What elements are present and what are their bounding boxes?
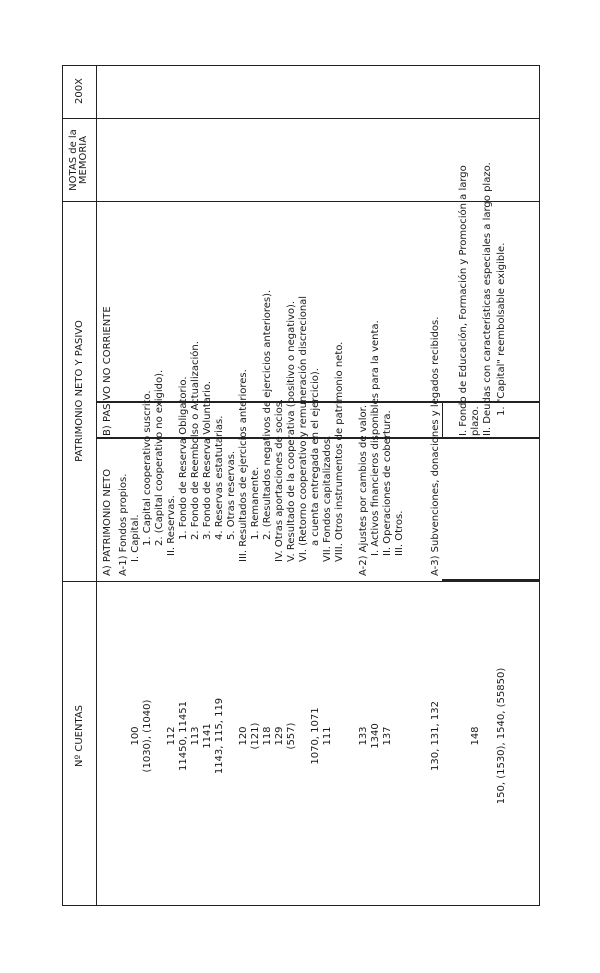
item-line: plazo. — [470, 406, 481, 436]
header-cuentas: Nº CUENTAS — [74, 705, 85, 767]
item-line: 3. Fondo de Reserva Voluntario. — [202, 381, 213, 540]
header-divider — [96, 65, 97, 906]
account-code: 100 — [130, 726, 141, 746]
item-capital: I. Capital. — [130, 514, 141, 562]
balance-sheet-table — [62, 65, 540, 906]
account-code: 1143, 115, 119 — [214, 697, 225, 775]
header-concept: PATRIMONIO NETO Y PASIVO — [74, 320, 85, 462]
table-border-left — [62, 905, 540, 906]
account-code: 118 — [262, 726, 273, 746]
account-code: 113 — [190, 726, 201, 746]
account-code: 150, (1530), 1540, (55850) — [496, 667, 507, 805]
account-code: (1030), (1040) — [142, 699, 153, 773]
col-divider-notes — [62, 118, 540, 119]
cell-rule — [442, 401, 443, 439]
header-notes-1: NOTAS de la — [68, 129, 79, 191]
item-line: 2. Fondo de Reembolso o Actualización. — [190, 341, 201, 540]
item-line: 2. (Capital cooperativo no exigido). — [154, 369, 165, 546]
item-line: VI. (Retorno cooperativo y remuneración discrecional — [298, 295, 309, 562]
section-patrimonio-neto: A) PATRIMONIO NETO — [102, 468, 113, 576]
item-line: 1. Remanente. — [250, 466, 261, 540]
item-ajustes: A-2) Ajustes por cambios de valor. — [358, 404, 369, 576]
item-line: a cuenta entregada en el ejercicio). — [310, 368, 321, 546]
account-code: 111 — [322, 726, 333, 746]
item-line: IV. Otras aportaciones de socios. — [274, 398, 285, 562]
account-code: 11450, 11451 — [178, 701, 189, 771]
header-notes-2: MEMORIA — [78, 135, 89, 185]
item-line: V. Resultado de la cooperativa (positivo o negativo). — [286, 300, 297, 562]
item-line: 4. Reservas estatutarias. — [214, 415, 225, 540]
item-line: I. Activos financieros disponibles para la venta. — [370, 320, 381, 556]
item-line: 5. Otras reservas. — [226, 450, 237, 540]
item-line: II. Deudas con características especiales a largo plazo. — [482, 162, 493, 436]
account-code: 1141 — [202, 723, 213, 749]
item-line: II. Operaciones de cobertura. — [382, 410, 393, 556]
account-code: 112 — [166, 726, 177, 746]
item-line: 2. (Resultados negativos de ejercicios anteriores). — [262, 289, 273, 540]
account-code: 129 — [274, 726, 285, 746]
account-code: (121) — [250, 722, 261, 750]
account-code: 148 — [470, 726, 481, 746]
account-code: 133 — [358, 726, 369, 746]
item-line: 1. Capital cooperativo suscrito. — [142, 390, 153, 546]
account-code: 137 — [382, 726, 393, 746]
col-divider-heavy — [442, 579, 540, 581]
header-year-current: 200X — [74, 78, 85, 104]
col-divider-accounts — [62, 581, 540, 582]
table-border-bottom — [539, 65, 540, 906]
item-subvenciones: A-3) Subvenciones, donaciones y legados recibidos. — [430, 316, 441, 576]
item-line: 1. Fondo de Reserva Obligatorio. — [178, 376, 189, 540]
account-code: 130, 131, 132 — [430, 701, 441, 771]
account-code: 1070, 1071 — [310, 707, 321, 765]
table-border-right — [62, 65, 540, 66]
item-line: VIII. Otros instrumentos de patrimonio neto. — [334, 341, 345, 562]
item-line: I. Fondo de Educación, Formación y Promoción a largo — [458, 165, 469, 436]
item-line: 1. "Capital" reembolsable exigible. — [496, 242, 507, 416]
account-code: 1340 — [370, 723, 381, 749]
account-code: 120 — [238, 726, 249, 746]
item-line: VII. Fondos capitalizados. — [322, 435, 333, 562]
item-line: III. Otros. — [394, 510, 405, 556]
section-pasivo-no-corriente: B) PASIVO NO CORRIENTE — [102, 306, 113, 436]
item-fondos-propios: A-1) Fondos propios. — [118, 473, 129, 576]
account-code: (557) — [286, 722, 297, 750]
item-reservas: II. Reservas. — [166, 495, 177, 556]
item-resultados-anteriores: III. Resultados de ejercicios anteriores. — [238, 369, 249, 562]
table-border-top — [62, 65, 63, 906]
